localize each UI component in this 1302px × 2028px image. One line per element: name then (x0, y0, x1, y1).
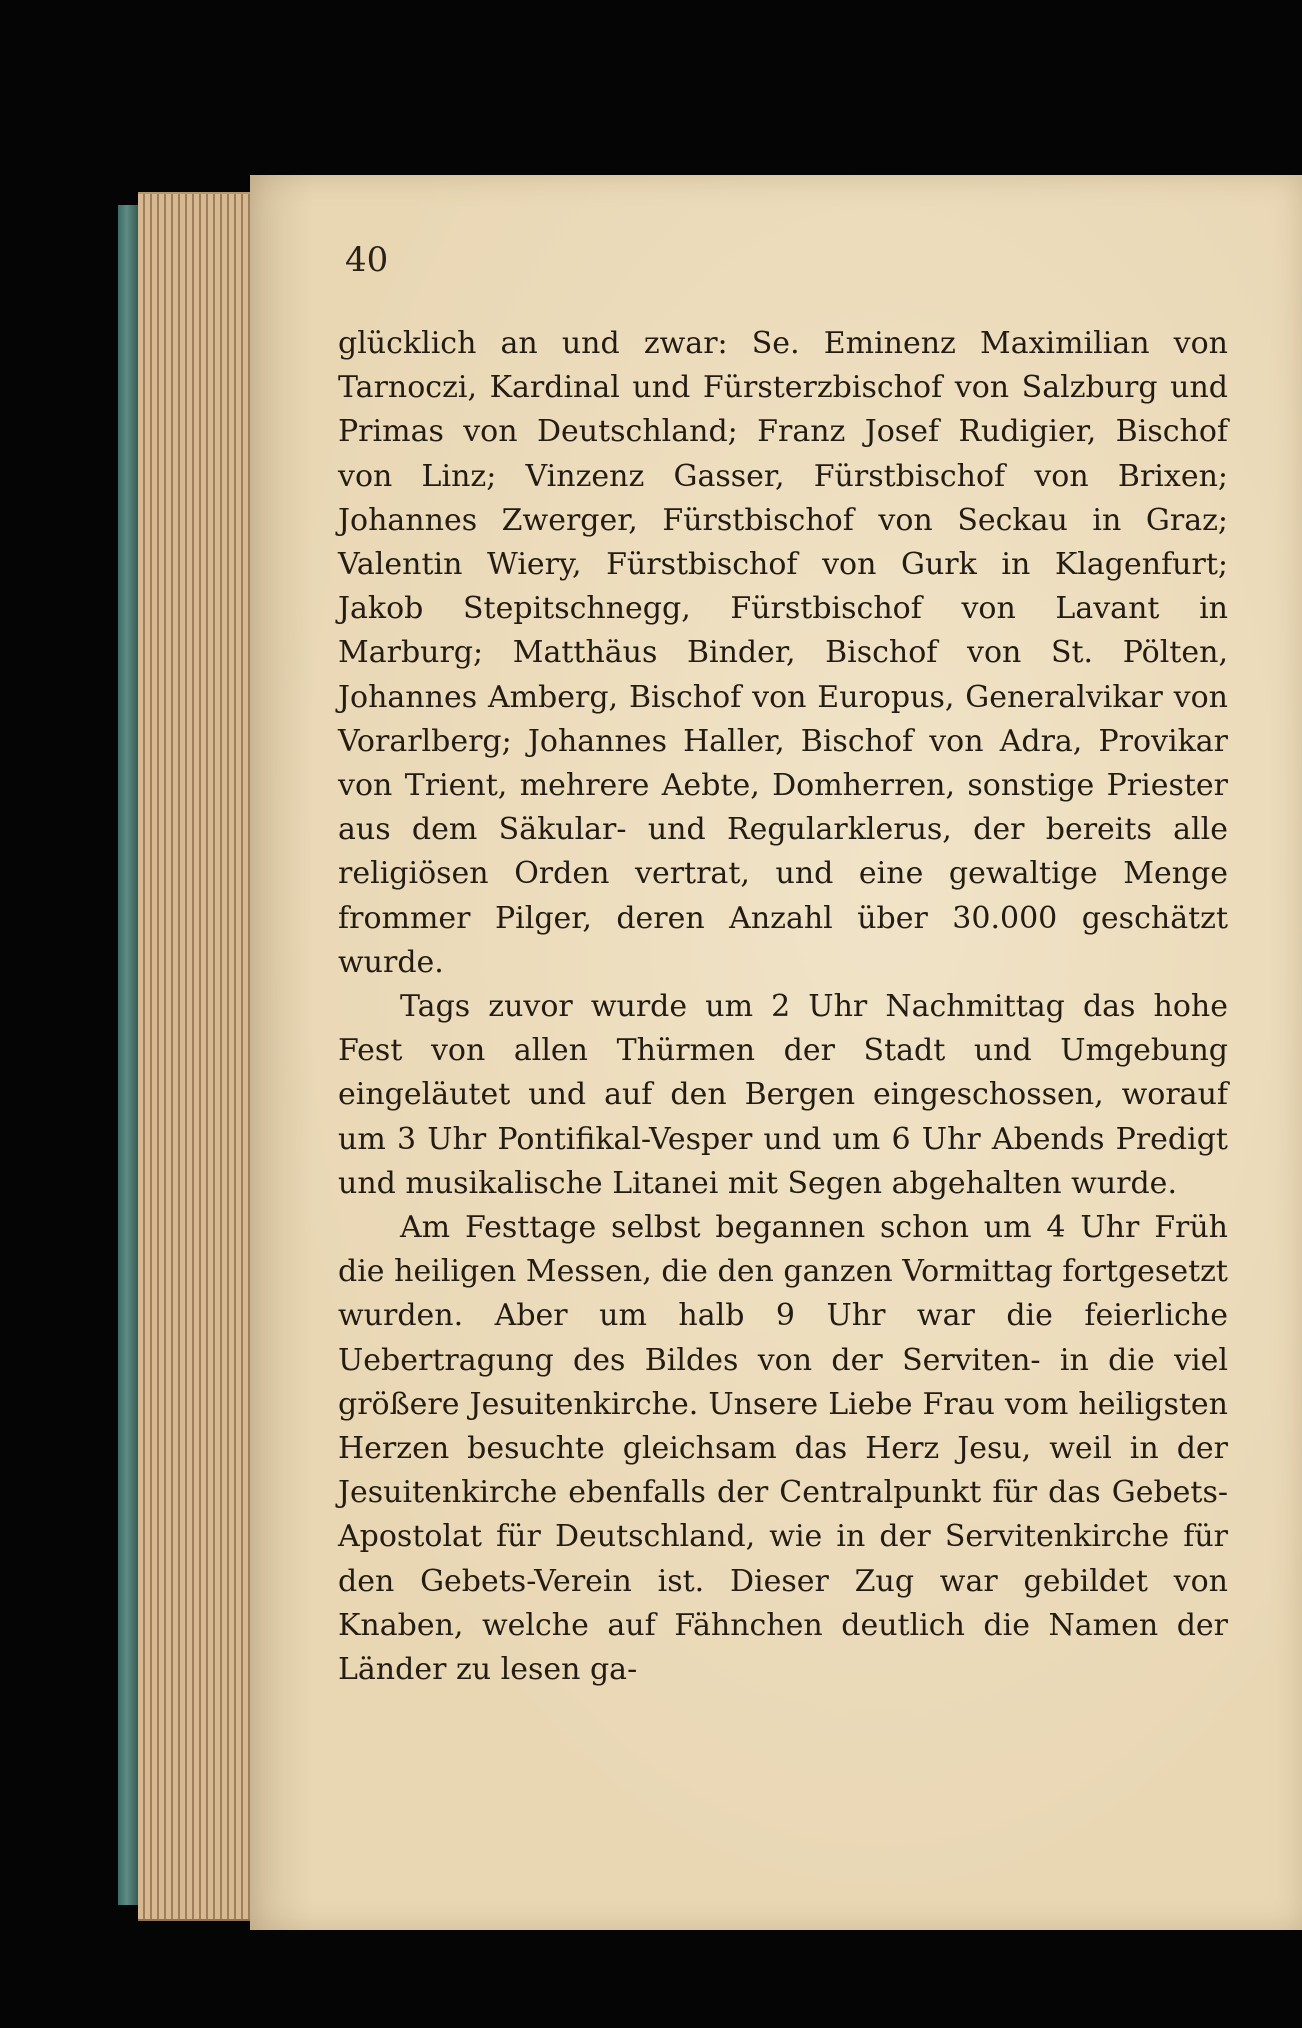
paragraph-2: Tags zuvor wurde um 2 Uhr Nachmittag das hohe Fest von allen Thürmen der Stadt und Umgebung eingeläutet und auf den Bergen eingeschossen, worauf um 3 Uhr Pontifikal-Vesper und um 6 Uhr Abends Predigt und musikalische Litanei mit Segen abgehalten wurde. (338, 989, 1228, 1201)
page-edges (138, 192, 258, 1921)
page-number: 40 (345, 240, 389, 280)
paragraph-3: Am Festtage selbst begannen schon um 4 Uhr Früh die heiligen Messen, die den ganzen Vormittag fortgesetzt wurden. Aber um halb 9 Uhr war die feierliche Uebertragung des Bildes von der Serviten- in die viel größere Jesuitenkirche. Unsere Liebe Frau vom heiligsten Herzen besuchte gleichsam das Herz Jesu, weil in der Jesuitenkirche ebenfalls der Centralpunkt für das Gebets-Apostolat für Deutschland, wie in der Servitenkirche für den Gebets-Verein ist. Dieser Zug war gebildet von Knaben, welche auf Fähnchen deutlich die Namen der Länder zu lesen ga- (338, 1210, 1228, 1688)
book-spine (118, 205, 140, 1905)
paragraph-1: glücklich an und zwar: Se. Eminenz Maximilian von Tarnoczi, Kardinal und Fürsterzbischof von Salzburg und Primas von Deutschland; Franz Josef Rudigier, Bischof von Linz; Vinzenz Gasser, Fürstbischof von Brixen; Johannes Zwerger, Fürstbischof von Seckau in Graz; Valentin Wiery, Fürstbischof von Gurk in Klagenfurt; Jakob Stepitschnegg, Fürstbischof von Lavant in Marburg; Matthäus Binder, Bischof von St. Pölten, Johannes Amberg, Bischof von Europus, Generalvikar von Vorarlberg; Johannes Haller, Bischof von Adra, Provikar von Trient, mehrere Aebte, Domherren, sonstige Priester aus dem Säkular- und Regularklerus, der bereits alle religiösen Orden vertrat, und eine gewaltige Menge frommer Pilger, deren Anzahl über 30.000 geschätzt wurde. (338, 326, 1228, 980)
page-text (338, 322, 1228, 1692)
